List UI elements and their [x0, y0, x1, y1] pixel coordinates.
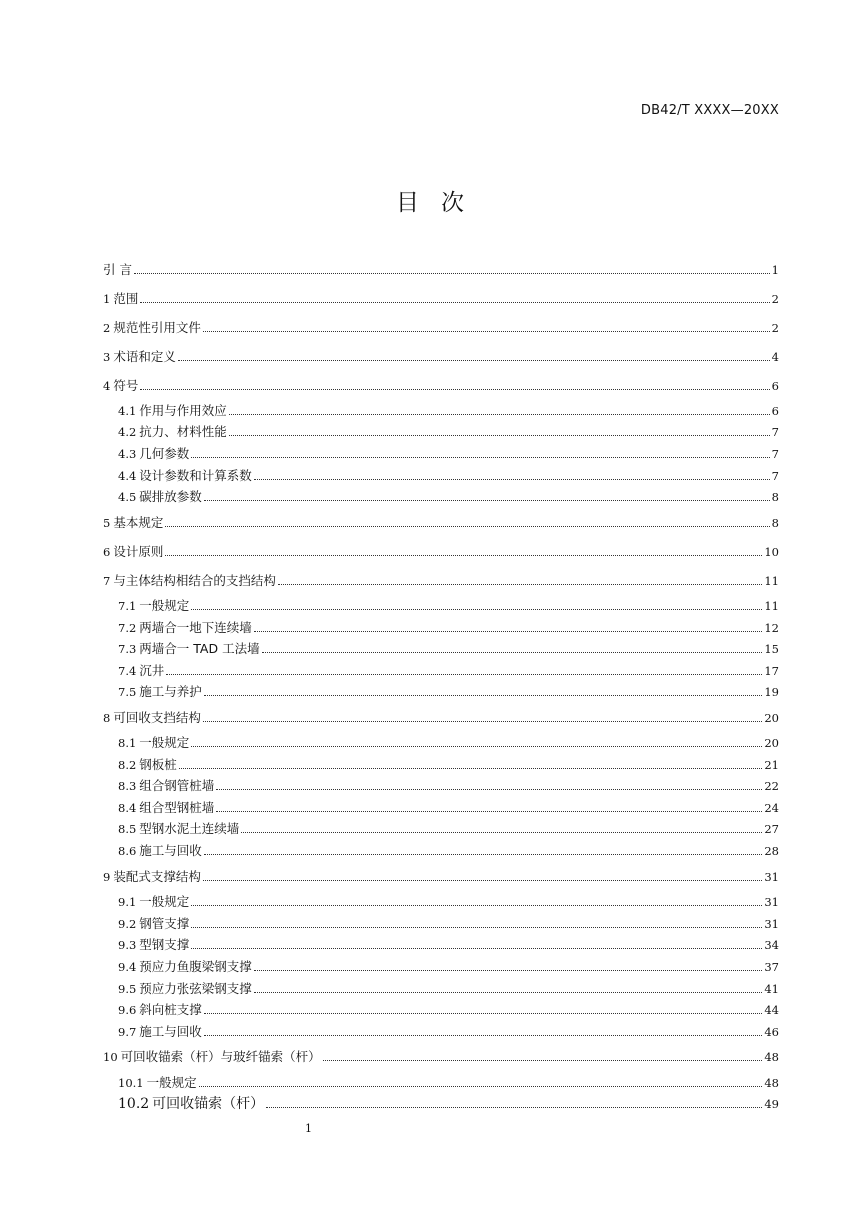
- toc-entry-number: 7.3: [118, 642, 137, 656]
- toc-entry-label: 抗力、材料性能: [139, 424, 227, 439]
- toc-entry-page: 21: [764, 758, 779, 772]
- toc-entry[interactable]: [118, 774, 779, 794]
- document-code: DB42/T XXXX—20XX: [640, 103, 779, 118]
- toc-entry-number: 9.1: [118, 895, 137, 909]
- toc-entry-number: 8.2: [118, 758, 137, 772]
- toc-entry-number: 6: [103, 545, 111, 559]
- toc-entry-number: 1: [103, 292, 111, 306]
- dot-leader: [241, 832, 762, 833]
- toc-entry-number: 8: [103, 711, 111, 725]
- toc-entry-label: 设计原则: [113, 544, 164, 559]
- dot-leader: [203, 721, 763, 722]
- toc-entry[interactable]: [118, 442, 779, 462]
- toc-entry-label: 设计参数和计算系数: [139, 468, 252, 483]
- dot-leader: [262, 652, 763, 653]
- toc-entry[interactable]: [118, 464, 779, 484]
- dot-leader: [165, 555, 762, 556]
- dot-leader: [199, 1086, 763, 1087]
- dot-leader: [216, 789, 762, 790]
- toc-entry[interactable]: [118, 753, 779, 773]
- toc-entry-number: 9.6: [118, 1003, 137, 1017]
- title-char-2: 次: [441, 190, 464, 216]
- toc-entry-number: 9.7: [118, 1025, 137, 1039]
- toc-entry-number: 10: [103, 1050, 118, 1064]
- toc-entry-label: 型钢水泥土连续墙: [139, 821, 240, 836]
- dot-leader: [191, 457, 769, 458]
- toc-entry-label: 预应力张弦梁钢支撑: [139, 981, 252, 996]
- toc-entry[interactable]: [118, 890, 779, 910]
- toc-entry-page: 8: [771, 516, 779, 530]
- toc-entry-number: 4.4: [118, 469, 137, 483]
- toc-entry[interactable]: [118, 1020, 779, 1040]
- toc-entry-label: 术语和定义: [113, 349, 176, 364]
- dot-leader: [179, 768, 763, 769]
- toc-entry-page: 11: [764, 599, 779, 613]
- toc-entry-page: 19: [764, 685, 779, 699]
- toc-entry[interactable]: [118, 594, 779, 614]
- toc-entry-page: 10: [764, 545, 779, 559]
- toc-entry-label: 组合型钢桩墙: [139, 800, 215, 815]
- toc-entry-page: 7: [771, 447, 779, 461]
- dot-leader: [166, 674, 762, 675]
- dot-leader: [254, 631, 763, 632]
- toc-entry-label: 一般规定: [139, 894, 190, 909]
- toc-entry-page: 24: [764, 801, 779, 815]
- toc-entry[interactable]: [103, 345, 779, 365]
- dot-leader: [229, 414, 770, 415]
- toc-entry-label: 组合钢管桩墙: [139, 778, 215, 793]
- dot-leader: [216, 811, 762, 812]
- toc-entry-number: 3: [103, 350, 111, 364]
- toc-entry[interactable]: [118, 680, 779, 700]
- toc-entry-page: 17: [764, 664, 779, 678]
- toc-entry-number: 9: [103, 870, 111, 884]
- toc-entry-page: 31: [764, 917, 779, 931]
- toc-entry-label: 范围: [113, 291, 139, 306]
- toc-entry-number: 9.4: [118, 960, 137, 974]
- toc-entry-number: 7.5: [118, 685, 137, 699]
- toc-entry[interactable]: [103, 316, 779, 336]
- toc-entry-label: 规范性引用文件: [113, 320, 201, 335]
- toc-entry[interactable]: [103, 258, 779, 278]
- toc-entry-number: 7.1: [118, 599, 137, 613]
- dot-leader: [204, 854, 763, 855]
- toc-entry-page: 8: [771, 490, 779, 504]
- toc-entry-page: 22: [764, 779, 779, 793]
- dot-leader: [191, 746, 762, 747]
- toc-entry-page: 7: [771, 425, 779, 439]
- toc-entry-number: 8.1: [118, 736, 137, 750]
- toc-entry-page: 41: [764, 982, 779, 996]
- toc-entry-number: 5: [103, 516, 111, 530]
- toc-entry-label: 一般规定: [139, 598, 190, 613]
- toc-entry[interactable]: [118, 839, 779, 859]
- toc-entry-page: 20: [764, 711, 779, 725]
- toc-entry[interactable]: [118, 399, 779, 419]
- toc-entry-number: 8.5: [118, 822, 137, 836]
- toc-entry-number: 4.1: [118, 404, 137, 418]
- toc-entry-label: 几何参数: [139, 446, 190, 461]
- toc-entry-number: 4.2: [118, 425, 137, 439]
- toc-entry-label: 装配式支撑结构: [113, 869, 201, 884]
- toc-entry[interactable]: [118, 955, 779, 975]
- page-number: 1: [305, 1122, 312, 1135]
- toc-entry[interactable]: [118, 1071, 779, 1091]
- toc-entry-label: 施工与回收: [139, 1024, 202, 1039]
- toc-entry[interactable]: [103, 374, 779, 394]
- toc-entry-label: 一般规定: [139, 735, 190, 750]
- toc-entry[interactable]: [118, 912, 779, 932]
- dot-leader: [229, 435, 770, 436]
- toc-entry[interactable]: [103, 287, 779, 307]
- toc-entry[interactable]: [118, 1092, 779, 1112]
- toc-entry-page: 46: [764, 1025, 779, 1039]
- toc-entry-label: 预应力鱼腹梁钢支撑: [139, 959, 252, 974]
- dot-leader: [204, 1013, 763, 1014]
- toc-entry-number: 10.1: [118, 1076, 144, 1090]
- toc-entry[interactable]: [118, 659, 779, 679]
- dot-leader: [204, 500, 770, 501]
- toc-entry-number: 7.4: [118, 664, 137, 678]
- dot-leader: [266, 1107, 762, 1108]
- toc-entry-number: 10.2: [118, 1096, 150, 1112]
- toc-entry-number: 8.3: [118, 779, 137, 793]
- toc-entry-page: 37: [764, 960, 779, 974]
- toc-entry-label: 可回收支挡结构: [113, 710, 201, 725]
- toc-entry-number: 2: [103, 321, 111, 335]
- toc-entry-page: 48: [764, 1076, 779, 1090]
- toc-entry-label: 两墙合一地下连续墙: [139, 620, 252, 635]
- dot-leader: [203, 331, 770, 332]
- toc-entry-page: 1: [771, 263, 779, 277]
- toc-entry-page: 31: [764, 870, 779, 884]
- toc-entry-label: 斜向桩支撑: [139, 1002, 202, 1017]
- toc-entry-label: 基本规定: [113, 515, 164, 530]
- dot-leader: [203, 880, 763, 881]
- dot-leader: [254, 992, 763, 993]
- toc-entry[interactable]: [118, 817, 779, 837]
- dot-leader: [165, 526, 769, 527]
- toc-entry[interactable]: [118, 977, 779, 997]
- toc-entry[interactable]: [118, 420, 779, 440]
- dot-leader: [278, 584, 763, 585]
- toc-entry-number: 4.3: [118, 447, 137, 461]
- toc-entry[interactable]: [103, 540, 779, 560]
- toc-entry-label: 钢管支撑: [139, 916, 190, 931]
- toc-entry-number: 9.5: [118, 982, 137, 996]
- toc-entry-label: 可回收锚索（杆）: [152, 1096, 265, 1112]
- toc-entry-page: 6: [771, 379, 779, 393]
- toc-entry-page: 7: [771, 469, 779, 483]
- toc-entry-page: 6: [771, 404, 779, 418]
- toc-entry-page: 2: [771, 292, 779, 306]
- toc-entry[interactable]: [103, 865, 779, 885]
- toc-entry-label: 碳排放参数: [139, 489, 202, 504]
- toc-entry-number: 8.4: [118, 801, 137, 815]
- dot-leader: [204, 695, 763, 696]
- toc-entry[interactable]: [118, 933, 779, 953]
- toc-entry-label: 作用与作用效应: [139, 403, 227, 418]
- dot-leader: [191, 948, 762, 949]
- toc-entry-label: 一般规定: [146, 1075, 197, 1090]
- toc-entry[interactable]: [118, 485, 779, 505]
- toc-entry-page: 48: [764, 1050, 779, 1064]
- toc-entry[interactable]: [118, 998, 779, 1018]
- dot-leader: [254, 970, 763, 971]
- toc-entry-label: 沉井: [139, 663, 165, 678]
- toc-entry-label: 两墙合一 TAD 工法墙: [139, 641, 260, 656]
- toc-entry-page: 15: [764, 642, 779, 656]
- toc-entry-label: 引 言: [103, 262, 132, 277]
- toc-entry-page: 31: [764, 895, 779, 909]
- toc-entry-label: 施工与回收: [139, 843, 202, 858]
- dot-leader: [254, 479, 770, 480]
- toc-entry[interactable]: [103, 569, 779, 589]
- toc-entry-page: 12: [764, 621, 779, 635]
- toc-entry[interactable]: [103, 511, 779, 531]
- toc-entry-number: 7.2: [118, 621, 137, 635]
- toc-entry-page: 4: [771, 350, 779, 364]
- toc-entry-page: 44: [764, 1003, 779, 1017]
- toc-entry[interactable]: [118, 616, 779, 636]
- dot-leader: [191, 609, 762, 610]
- toc-entry-page: 28: [764, 844, 779, 858]
- title-char-1: 目: [396, 190, 419, 216]
- dot-leader: [134, 273, 770, 274]
- toc-entry-number: 4: [103, 379, 111, 393]
- toc-entry-label: 符号: [113, 378, 139, 393]
- toc-entry-number: 4.5: [118, 490, 137, 504]
- toc-entry[interactable]: [103, 1045, 779, 1065]
- dot-leader: [204, 1035, 763, 1036]
- dot-leader: [140, 389, 769, 390]
- toc-entry-page: 20: [764, 736, 779, 750]
- toc-entry-page: 27: [764, 822, 779, 836]
- dot-leader: [140, 302, 769, 303]
- toc-entry[interactable]: [103, 706, 779, 726]
- toc-entry-label: 可回收锚索（杆）与玻纤锚索（杆）: [120, 1049, 321, 1064]
- toc-entry-page: 49: [764, 1097, 779, 1111]
- toc-entry[interactable]: [118, 796, 779, 816]
- toc-entry-page: 11: [764, 574, 779, 588]
- dot-leader: [191, 927, 762, 928]
- toc-entry-number: 9.2: [118, 917, 137, 931]
- toc-entry-page: 2: [771, 321, 779, 335]
- dot-leader: [178, 360, 770, 361]
- toc-entry-label: 施工与养护: [139, 684, 202, 699]
- dot-leader: [323, 1060, 763, 1061]
- toc-entry[interactable]: [118, 731, 779, 751]
- toc-entry-label: 与主体结构相结合的支挡结构: [113, 573, 276, 588]
- toc-entry[interactable]: [118, 637, 779, 657]
- toc-entry-label: 型钢支撑: [139, 937, 190, 952]
- dot-leader: [191, 905, 762, 906]
- toc-entry-number: 8.6: [118, 844, 137, 858]
- toc-entry-number: 9.3: [118, 938, 137, 952]
- toc-entry-label: 钢板桩: [139, 757, 177, 772]
- toc-entry-number: 7: [103, 574, 111, 588]
- toc-entry-page: 34: [764, 938, 779, 952]
